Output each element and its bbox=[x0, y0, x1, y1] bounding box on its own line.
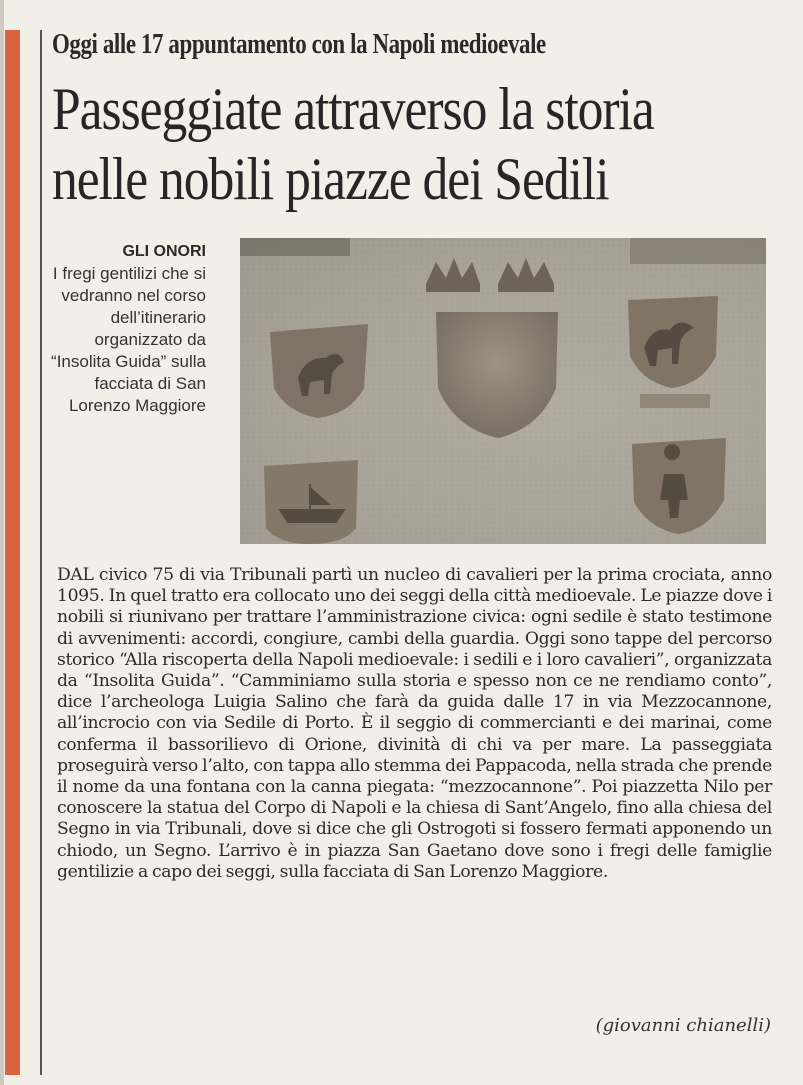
kicker: Oggi alle 17 appuntamento con la Napoli medioevale bbox=[52, 28, 546, 60]
accent-bar bbox=[5, 30, 20, 1075]
photo-caption bbox=[40, 241, 206, 417]
coat-of-arms-photo bbox=[240, 238, 766, 544]
headline-line-2: nelle nobili piazze dei Sedili bbox=[52, 146, 609, 212]
headline bbox=[52, 74, 654, 214]
caption-text: I fregi gentilizi che si vedranno nel corso dell’itinerario organizzato da “Insolita Guida” sulla facciata di San Lorenzo Maggiore bbox=[51, 264, 206, 415]
column-rule bbox=[40, 30, 42, 1075]
article-body: DAL civico 75 di via Tribunali partì un nucleo di cavalieri per la prima crociata, anno 1095. In quel tratto era collocato uno dei seggi della città medioevale. Le piazze dove i nobili si riunivano per trattare l’amministrazione civica: ogni sedile è stato testimone di avvenimenti: accordi, congiure, cambi della guardia. Oggi sono tappe del percorso storico “Alla riscoperta della Napoli medioevale: i sedili e i loro cavalieri”, organizzata da “Insolita Guida”. “Camminiamo sulla storia e spesso non ce ne rendiamo conto”, dice l’archeologa Luigia Salino che farà da guida dalle 17 in via Mezzocannone, all’incrocio con via Sedile di Porto. È il seggio di commercianti e dei marinai, come conferma il bassorilievo di Orione, divinità di chi va per mare. La passeggiata proseguirà verso l’alto, con tappa allo stemma dei Pappacoda, nella strada che prende il nome da una fontana con la canna piegata: “mezzocannone”. Poi piazzetta Nilo per conoscere la statua del Corpo di Napoli e la chiesa di Sant’Angelo, fino alla chiesa del Segno in via Tribunali, dove si dice che gli Ostrogoti si fossero fermati apponendo un chiodo, un Segno. L’arrivo è in piazza San Gaetano dove sono i fregi delle famiglie gentilizie a capo dei seggi, sulla facciata di San Lorenzo Maggiore. bbox=[57, 565, 772, 882]
headline-line-1: Passeggiate attraverso la storia bbox=[52, 76, 654, 142]
caption-title: GLI ONORI bbox=[122, 243, 206, 260]
paper-edge bbox=[0, 0, 4, 1085]
byline: (giovanni chianelli) bbox=[595, 1015, 771, 1036]
coat-of-arms-illustration bbox=[240, 238, 766, 544]
